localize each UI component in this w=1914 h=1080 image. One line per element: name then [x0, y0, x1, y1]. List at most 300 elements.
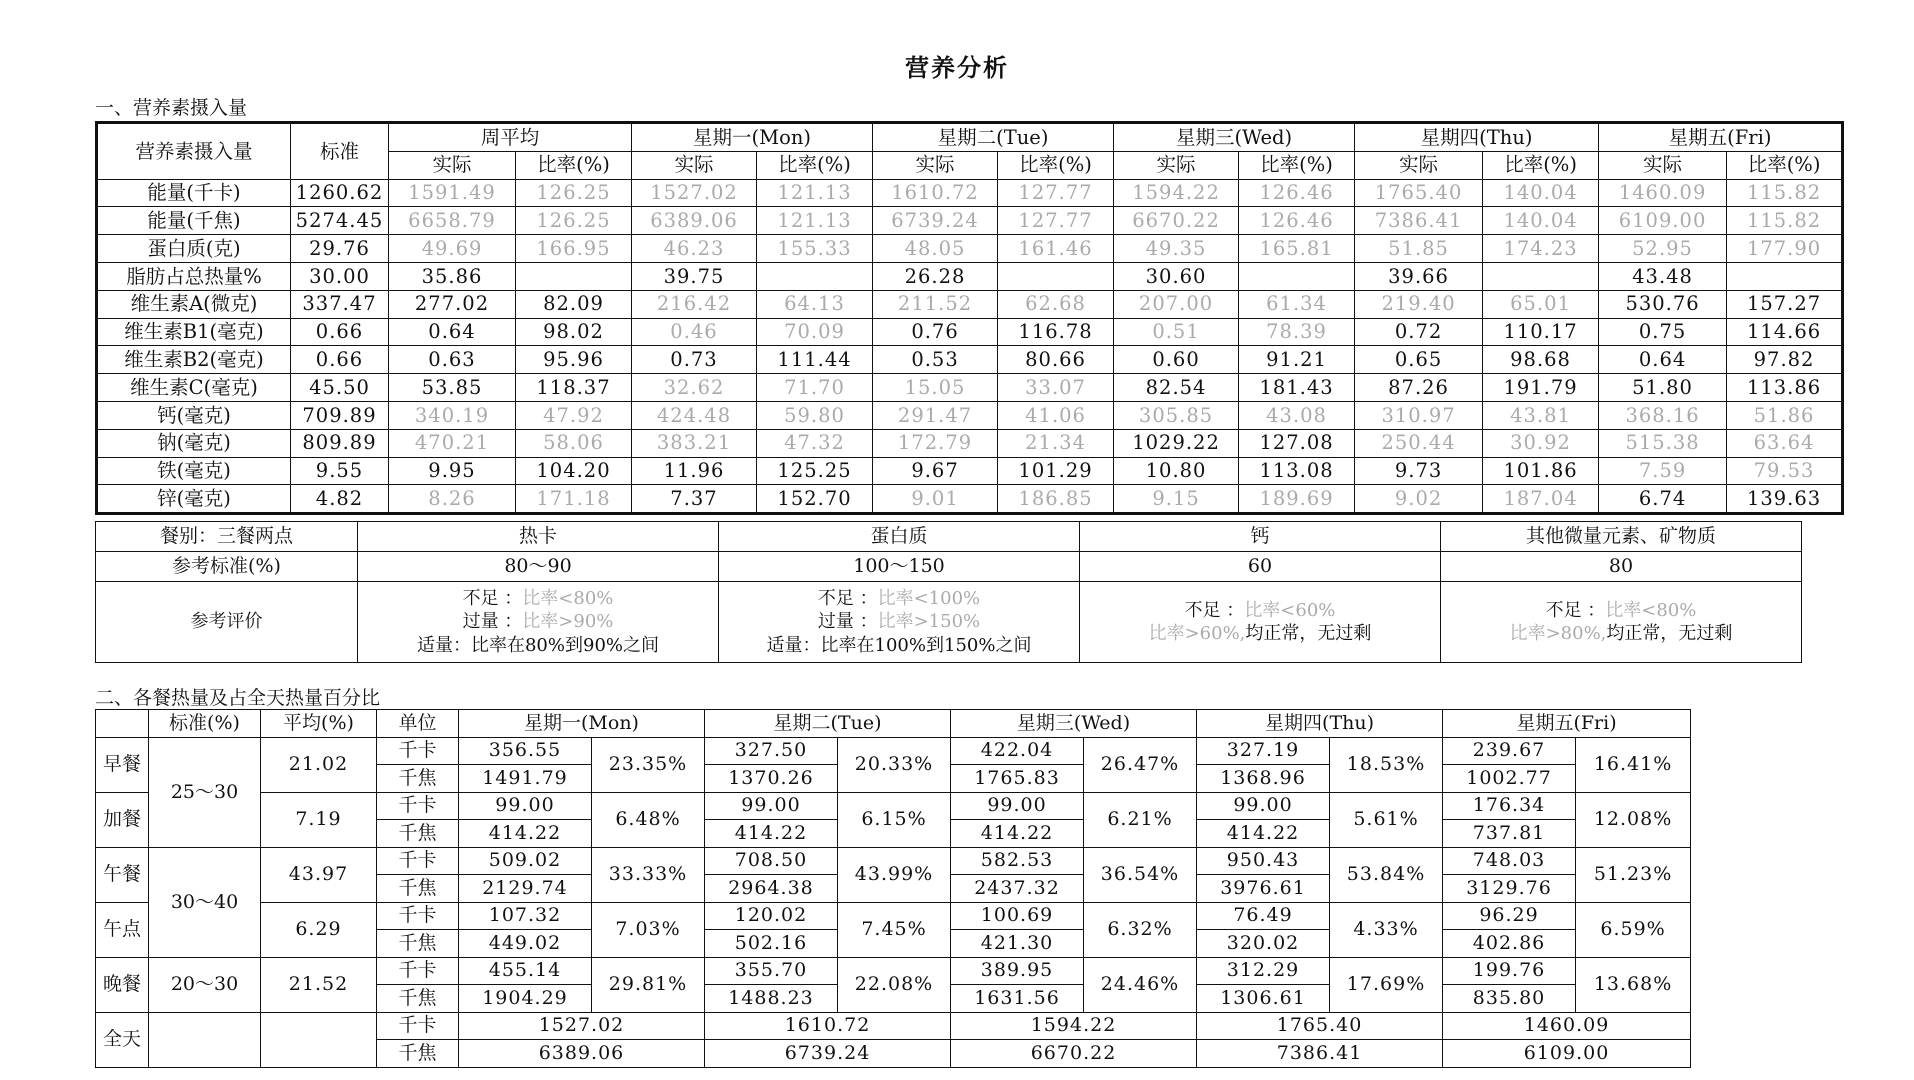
actual-value: 0.64: [389, 318, 516, 346]
ratio-value: 165.81: [1239, 235, 1355, 263]
actual-value: 0.65: [1355, 346, 1483, 374]
ratio-value: 177.90: [1727, 235, 1843, 263]
col-header-actual: 实际: [1114, 151, 1239, 179]
unit-kj: 千焦: [377, 930, 459, 958]
meal-name: 早餐: [96, 737, 149, 792]
percent-value: 43.99%: [838, 847, 951, 902]
ref-header-other: 其他微量元素、矿物质: [1441, 522, 1802, 552]
meal-row-kcal: [96, 902, 1691, 930]
kj-value: 320.02: [1197, 930, 1330, 958]
standard-value: 709.89: [291, 401, 389, 429]
ratio-value: 82.09: [516, 290, 632, 318]
ratio-value: 127.77: [998, 207, 1114, 235]
actual-value: 9.67: [873, 457, 998, 485]
col-header-day: 星期五(Fri): [1443, 710, 1691, 738]
ratio-value: 126.46: [1239, 207, 1355, 235]
actual-value: 250.44: [1355, 429, 1483, 457]
actual-value: 48.05: [873, 235, 998, 263]
ratio-value: 189.69: [1239, 485, 1355, 514]
nutrient-name: 维生素C(毫克): [97, 374, 291, 402]
ratio-value: 43.08: [1239, 401, 1355, 429]
actual-value: 8.26: [389, 485, 516, 514]
kcal-value: 176.34: [1443, 792, 1576, 820]
standard-value: 337.47: [291, 290, 389, 318]
meal-name: 午点: [96, 902, 149, 957]
kcal-value: 327.50: [705, 737, 838, 765]
actual-value: 6670.22: [1114, 207, 1239, 235]
nutrient-name: 维生素B1(毫克): [97, 318, 291, 346]
ratio-value: 126.25: [516, 179, 632, 207]
kj-value: 1488.23: [705, 985, 838, 1013]
actual-value: 0.75: [1599, 318, 1727, 346]
standard-value: 809.89: [291, 429, 389, 457]
ratio-value: [516, 262, 632, 290]
ref-eval-label: 参考评价: [96, 582, 358, 663]
unit-kj: 千焦: [377, 820, 459, 848]
ratio-value: 110.17: [1483, 318, 1599, 346]
total-kj-value: 6739.24: [705, 1040, 951, 1068]
ratio-value: 140.04: [1483, 179, 1599, 207]
total-kj-value: 6670.22: [951, 1040, 1197, 1068]
ratio-value: 127.77: [998, 179, 1114, 207]
kj-value: 2437.32: [951, 875, 1084, 903]
total-kcal-value: 1460.09: [1443, 1012, 1691, 1040]
actual-value: 30.60: [1114, 262, 1239, 290]
meal-avg: 21.52: [261, 957, 377, 1012]
kcal-value: 199.76: [1443, 957, 1576, 985]
table-row: [97, 429, 1843, 457]
kj-value: 2964.38: [705, 875, 838, 903]
actual-value: 310.97: [1355, 401, 1483, 429]
kj-value: 414.22: [1197, 820, 1330, 848]
nutrient-name: 铁(毫克): [97, 457, 291, 485]
actual-value: 7.37: [632, 485, 757, 514]
ratio-value: 98.68: [1483, 346, 1599, 374]
ratio-value: 171.18: [516, 485, 632, 514]
corner-cell: [96, 710, 149, 738]
percent-value: 33.33%: [592, 847, 705, 902]
standard-value: 30.00: [291, 262, 389, 290]
percent-value: 5.61%: [1330, 792, 1443, 847]
kj-value: 1002.77: [1443, 765, 1576, 793]
col-header-std: 标准(%): [149, 710, 261, 738]
percent-value: 24.46%: [1084, 957, 1197, 1012]
ratio-value: 125.25: [757, 457, 873, 485]
col-header-actual: 实际: [1355, 151, 1483, 179]
kcal-value: 582.53: [951, 847, 1084, 875]
kcal-value: 99.00: [1197, 792, 1330, 820]
meal-header-row: [96, 710, 1691, 738]
ratio-value: 121.13: [757, 179, 873, 207]
kj-value: 835.80: [1443, 985, 1576, 1013]
col-header-period: 星期二(Tue): [873, 123, 1114, 152]
ratio-value: 157.27: [1727, 290, 1843, 318]
kcal-value: 120.02: [705, 902, 838, 930]
percent-value: 20.33%: [838, 737, 951, 792]
col-header-actual: 实际: [389, 151, 516, 179]
ratio-value: 65.01: [1483, 290, 1599, 318]
reference-standard-row: [96, 552, 1802, 582]
ratio-value: 115.82: [1727, 179, 1843, 207]
kcal-value: 99.00: [459, 792, 592, 820]
actual-value: 43.48: [1599, 262, 1727, 290]
ratio-value: 116.78: [998, 318, 1114, 346]
standard-value: 0.66: [291, 318, 389, 346]
col-header-day: 星期一(Mon): [459, 710, 705, 738]
percent-value: 6.59%: [1576, 902, 1691, 957]
meal-row-kcal: [96, 847, 1691, 875]
unit-kcal: 千卡: [377, 792, 459, 820]
col-header-day: 星期三(Wed): [951, 710, 1197, 738]
ratio-value: 104.20: [516, 457, 632, 485]
percent-value: 51.23%: [1576, 847, 1691, 902]
actual-value: 49.69: [389, 235, 516, 263]
ratio-value: 59.80: [757, 401, 873, 429]
ref-eval-calorie: 不足 ：比率<80% 过量 ：比率>90% 适量：比率在80%到90%之间: [358, 582, 719, 663]
ref-eval-protein: 不足 ：比率<100% 过量 ：比率>150% 适量：比率在100%到150%之间: [719, 582, 1080, 663]
ref-header-calcium: 钙: [1080, 522, 1441, 552]
ref-eval-other: 不足 ：比率<80% 比率>80%,均正常，无过剩: [1441, 582, 1802, 663]
percent-value: 7.45%: [838, 902, 951, 957]
meal-std-range: 20～30: [149, 957, 261, 1012]
meal-name: 午餐: [96, 847, 149, 902]
actual-value: 6658.79: [389, 207, 516, 235]
actual-value: 1591.49: [389, 179, 516, 207]
ratio-value: 61.34: [1239, 290, 1355, 318]
actual-value: 9.95: [389, 457, 516, 485]
standard-value: 29.76: [291, 235, 389, 263]
nutrient-name: 钙(毫克): [97, 401, 291, 429]
ratio-value: 47.32: [757, 429, 873, 457]
ratio-value: 191.79: [1483, 374, 1599, 402]
kj-value: 502.16: [705, 930, 838, 958]
kcal-value: 950.43: [1197, 847, 1330, 875]
col-header-day: 星期二(Tue): [705, 710, 951, 738]
actual-value: 35.86: [389, 262, 516, 290]
actual-value: 9.02: [1355, 485, 1483, 514]
actual-value: 291.47: [873, 401, 998, 429]
total-row-kcal: [96, 1012, 1691, 1040]
ref-std-label: 参考标准(%): [96, 552, 358, 582]
ratio-value: 101.29: [998, 457, 1114, 485]
col-header-standard: 标准: [291, 123, 389, 180]
kcal-value: 356.55: [459, 737, 592, 765]
ratio-value: 139.63: [1727, 485, 1843, 514]
meal-avg: 43.97: [261, 847, 377, 902]
ratio-value: 62.68: [998, 290, 1114, 318]
col-header-day: 星期四(Thu): [1197, 710, 1443, 738]
actual-value: 216.42: [632, 290, 757, 318]
table-row: [97, 290, 1843, 318]
ratio-value: 126.46: [1239, 179, 1355, 207]
unit-kj: 千焦: [377, 875, 459, 903]
reference-standard-table: [95, 521, 1802, 663]
ref-std-value: 100～150: [719, 552, 1080, 582]
kj-value: 1491.79: [459, 765, 592, 793]
kcal-value: 389.95: [951, 957, 1084, 985]
total-kcal-value: 1527.02: [459, 1012, 705, 1040]
nutrient-name: 维生素A(微克): [97, 290, 291, 318]
percent-value: 36.54%: [1084, 847, 1197, 902]
kcal-value: 708.50: [705, 847, 838, 875]
meal-row-kcal: [96, 957, 1691, 985]
ratio-value: [1483, 262, 1599, 290]
ratio-value: 58.06: [516, 429, 632, 457]
col-header-ratio: 比率(%): [1239, 151, 1355, 179]
actual-value: 52.95: [1599, 235, 1727, 263]
actual-value: 9.73: [1355, 457, 1483, 485]
ratio-value: 80.66: [998, 346, 1114, 374]
actual-value: 0.46: [632, 318, 757, 346]
actual-value: 0.63: [389, 346, 516, 374]
ratio-value: 71.70: [757, 374, 873, 402]
actual-value: 1527.02: [632, 179, 757, 207]
unit-kcal: 千卡: [377, 957, 459, 985]
table-row: [97, 346, 1843, 374]
page-title: 营养分析: [905, 54, 1009, 82]
ratio-value: 63.64: [1727, 429, 1843, 457]
actual-value: 530.76: [1599, 290, 1727, 318]
ratio-value: 161.46: [998, 235, 1114, 263]
meal-avg: 6.29: [261, 902, 377, 957]
actual-value: 1460.09: [1599, 179, 1727, 207]
percent-value: 7.03%: [592, 902, 705, 957]
actual-value: 6.74: [1599, 485, 1727, 514]
kcal-value: 99.00: [705, 792, 838, 820]
percent-value: 16.41%: [1576, 737, 1691, 792]
actual-value: 51.80: [1599, 374, 1727, 402]
col-header-period: 星期三(Wed): [1114, 123, 1355, 152]
actual-value: 424.48: [632, 401, 757, 429]
actual-value: 53.85: [389, 374, 516, 402]
unit-kj: 千焦: [377, 765, 459, 793]
ratio-value: 97.82: [1727, 346, 1843, 374]
ratio-value: 98.02: [516, 318, 632, 346]
ratio-value: 21.34: [998, 429, 1114, 457]
kj-value: 414.22: [459, 820, 592, 848]
kj-value: 1765.83: [951, 765, 1084, 793]
meal-name: 加餐: [96, 792, 149, 847]
kj-value: 3976.61: [1197, 875, 1330, 903]
ratio-value: 126.25: [516, 207, 632, 235]
actual-value: 6389.06: [632, 207, 757, 235]
table-row: [97, 374, 1843, 402]
ratio-value: 41.06: [998, 401, 1114, 429]
ratio-value: [1239, 262, 1355, 290]
actual-value: 9.01: [873, 485, 998, 514]
percent-value: 6.15%: [838, 792, 951, 847]
kj-value: 1306.61: [1197, 985, 1330, 1013]
nutrient-name: 蛋白质(克): [97, 235, 291, 263]
kj-value: 402.86: [1443, 930, 1576, 958]
total-kcal-value: 1765.40: [1197, 1012, 1443, 1040]
percent-value: 17.69%: [1330, 957, 1443, 1012]
table-row: [97, 235, 1843, 263]
unit-kcal: 千卡: [377, 902, 459, 930]
total-kcal-value: 1610.72: [705, 1012, 951, 1040]
kcal-value: 748.03: [1443, 847, 1576, 875]
ratio-value: 33.07: [998, 374, 1114, 402]
kcal-value: 107.32: [459, 902, 592, 930]
actual-value: 340.19: [389, 401, 516, 429]
actual-value: 49.35: [1114, 235, 1239, 263]
actual-value: 305.85: [1114, 401, 1239, 429]
ratio-value: 155.33: [757, 235, 873, 263]
kj-value: 1370.26: [705, 765, 838, 793]
standard-value: 0.66: [291, 346, 389, 374]
nutrient-name: 能量(千卡): [97, 179, 291, 207]
ratio-value: 111.44: [757, 346, 873, 374]
standard-value: 9.55: [291, 457, 389, 485]
kcal-value: 96.29: [1443, 902, 1576, 930]
actual-value: 368.16: [1599, 401, 1727, 429]
col-header-actual: 实际: [1599, 151, 1727, 179]
ref-header-protein: 蛋白质: [719, 522, 1080, 552]
ratio-value: 43.81: [1483, 401, 1599, 429]
actual-value: 39.66: [1355, 262, 1483, 290]
ratio-value: 140.04: [1483, 207, 1599, 235]
nutrient-name: 锌(毫克): [97, 485, 291, 514]
kcal-value: 99.00: [951, 792, 1084, 820]
ratio-value: 30.92: [1483, 429, 1599, 457]
actual-value: 87.26: [1355, 374, 1483, 402]
col-header-ratio: 比率(%): [998, 151, 1114, 179]
col-header-period: 星期一(Mon): [632, 123, 873, 152]
ratio-value: 166.95: [516, 235, 632, 263]
meal-calorie-table: [95, 709, 1691, 1068]
ratio-value: 47.92: [516, 401, 632, 429]
kj-value: 1904.29: [459, 985, 592, 1013]
ratio-value: [757, 262, 873, 290]
kj-value: 421.30: [951, 930, 1084, 958]
kcal-value: 455.14: [459, 957, 592, 985]
kcal-value: 422.04: [951, 737, 1084, 765]
table-row: [97, 401, 1843, 429]
ratio-value: 95.96: [516, 346, 632, 374]
col-header-period: 星期五(Fri): [1599, 123, 1843, 152]
kj-value: 414.22: [705, 820, 838, 848]
ratio-value: 115.82: [1727, 207, 1843, 235]
reference-eval-row: [96, 582, 1802, 663]
ref-eval-calcium: 不足 ：比率<60% 比率>60%,均正常，无过剩: [1080, 582, 1441, 663]
reference-header-row: [96, 522, 1802, 552]
actual-value: 219.40: [1355, 290, 1483, 318]
percent-value: 18.53%: [1330, 737, 1443, 792]
unit-kj: 千焦: [377, 1040, 459, 1068]
ratio-value: 101.86: [1483, 457, 1599, 485]
meal-std-range: 30～40: [149, 847, 261, 957]
meal-name: 晚餐: [96, 957, 149, 1012]
percent-value: 6.21%: [1084, 792, 1197, 847]
percent-value: 13.68%: [1576, 957, 1691, 1012]
kcal-value: 327.19: [1197, 737, 1330, 765]
kj-value: 449.02: [459, 930, 592, 958]
nutrient-name: 钠(毫克): [97, 429, 291, 457]
meal-avg: 7.19: [261, 792, 377, 847]
actual-value: 10.80: [1114, 457, 1239, 485]
actual-value: 515.38: [1599, 429, 1727, 457]
section1-heading: 一、营养素摄入量: [95, 97, 248, 119]
table-row: [97, 207, 1843, 235]
actual-value: 1610.72: [873, 179, 998, 207]
header-row-periods: [97, 123, 1843, 152]
standard-value: 4.82: [291, 485, 389, 514]
percent-value: 22.08%: [838, 957, 951, 1012]
kcal-value: 100.69: [951, 902, 1084, 930]
ratio-value: 91.21: [1239, 346, 1355, 374]
kj-value: 3129.76: [1443, 875, 1576, 903]
actual-value: 1594.22: [1114, 179, 1239, 207]
actual-value: 32.62: [632, 374, 757, 402]
ratio-value: 113.08: [1239, 457, 1355, 485]
nutrient-intake-table: [95, 121, 1844, 515]
ratio-value: 152.70: [757, 485, 873, 514]
col-header-actual: 实际: [873, 151, 998, 179]
kcal-value: 509.02: [459, 847, 592, 875]
percent-value: 23.35%: [592, 737, 705, 792]
actual-value: 211.52: [873, 290, 998, 318]
ratio-value: 113.86: [1727, 374, 1843, 402]
actual-value: 11.96: [632, 457, 757, 485]
percent-value: 29.81%: [592, 957, 705, 1012]
actual-value: 0.60: [1114, 346, 1239, 374]
col-header-period: 星期四(Thu): [1355, 123, 1599, 152]
percent-value: 6.48%: [592, 792, 705, 847]
actual-value: 15.05: [873, 374, 998, 402]
unit-kj: 千焦: [377, 985, 459, 1013]
actual-value: 207.00: [1114, 290, 1239, 318]
unit-kcal: 千卡: [377, 1012, 459, 1040]
col-header-ratio: 比率(%): [757, 151, 873, 179]
actual-value: 0.51: [1114, 318, 1239, 346]
total-name: 全天: [96, 1012, 149, 1067]
kj-value: 737.81: [1443, 820, 1576, 848]
actual-value: 0.76: [873, 318, 998, 346]
col-header-ratio: 比率(%): [1483, 151, 1599, 179]
actual-value: 6739.24: [873, 207, 998, 235]
ratio-value: 79.53: [1727, 457, 1843, 485]
kj-value: 1368.96: [1197, 765, 1330, 793]
col-header-avg: 平均(%): [261, 710, 377, 738]
ref-std-value: 80: [1441, 552, 1802, 582]
col-header-actual: 实际: [632, 151, 757, 179]
ratio-value: 70.09: [757, 318, 873, 346]
percent-value: 53.84%: [1330, 847, 1443, 902]
actual-value: 46.23: [632, 235, 757, 263]
ratio-value: 181.43: [1239, 374, 1355, 402]
kj-value: 414.22: [951, 820, 1084, 848]
standard-value: 45.50: [291, 374, 389, 402]
total-kj-value: 6389.06: [459, 1040, 705, 1068]
ref-header-calorie: 热卡: [358, 522, 719, 552]
unit-kcal: 千卡: [377, 737, 459, 765]
actual-value: 0.72: [1355, 318, 1483, 346]
nutrient-name: 能量(千焦): [97, 207, 291, 235]
standard-value: 5274.45: [291, 207, 389, 235]
nutrient-name: 脂肪占总热量%: [97, 262, 291, 290]
ratio-value: 51.86: [1727, 401, 1843, 429]
percent-value: 4.33%: [1330, 902, 1443, 957]
standard-value: 1260.62: [291, 179, 389, 207]
actual-value: 277.02: [389, 290, 516, 318]
kj-value: 1631.56: [951, 985, 1084, 1013]
actual-value: 7.59: [1599, 457, 1727, 485]
ratio-value: 186.85: [998, 485, 1114, 514]
kcal-value: 76.49: [1197, 902, 1330, 930]
actual-value: 9.15: [1114, 485, 1239, 514]
actual-value: 39.75: [632, 262, 757, 290]
table-row: [97, 485, 1843, 514]
